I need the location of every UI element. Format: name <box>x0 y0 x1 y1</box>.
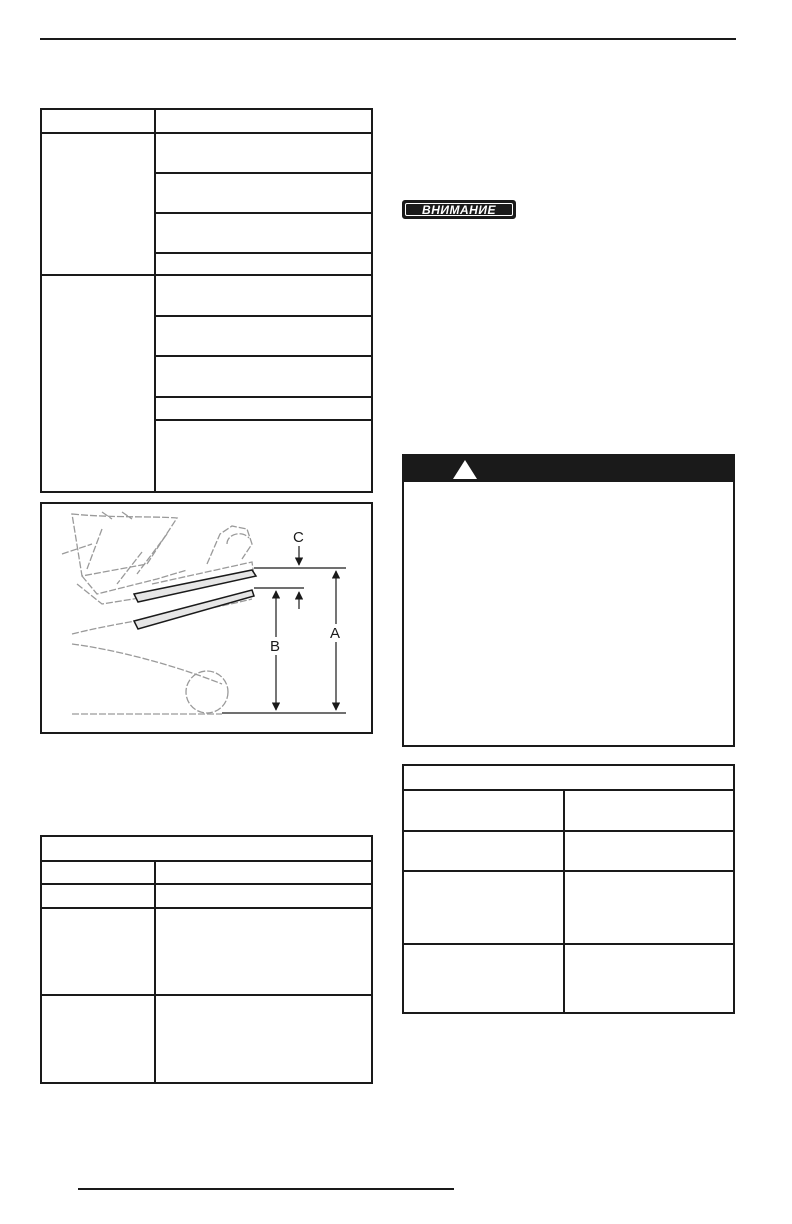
spec-table-1-row-line <box>154 419 371 421</box>
spec-table-1-row-line <box>154 252 371 254</box>
spec-table-3-divider <box>563 789 565 1012</box>
spec-table-1-header-line <box>42 132 371 134</box>
notice-badge-label: ВНИМАНИЕ <box>405 203 513 216</box>
spec-table-2-title-line <box>42 860 371 862</box>
runner-bars <box>134 570 256 629</box>
suspension-figure <box>40 502 373 734</box>
spec-table-3-row-line <box>404 830 733 832</box>
spec-table-2 <box>40 835 373 1084</box>
warning-triangle-icon <box>452 459 478 480</box>
spec-table-1-row-line <box>154 315 371 317</box>
spec-table-3-row-line <box>404 943 733 945</box>
spec-table-1-row-line <box>154 172 371 174</box>
spec-table-2-row-line <box>42 907 371 909</box>
warning-header <box>404 456 733 482</box>
spec-table-1-divider <box>154 110 156 491</box>
spec-table-3-title-line <box>404 789 733 791</box>
spec-table-1 <box>40 108 373 493</box>
suspension-illustration <box>42 504 371 732</box>
spec-table-1-row-line <box>154 212 371 214</box>
header-rule <box>40 38 736 40</box>
spec-table-3-row-line <box>404 870 733 872</box>
spec-table-2-divider <box>154 860 156 1082</box>
spec-table-2-header-line <box>42 883 371 885</box>
dimension-label-b: B <box>270 638 281 655</box>
spec-table-1-row-line <box>154 396 371 398</box>
dimension-label-a: A <box>330 625 341 642</box>
spec-table-3 <box>402 764 735 1014</box>
spec-table-1-group-line <box>42 274 371 276</box>
warning-box <box>402 454 735 747</box>
spec-table-2-row-line <box>42 994 371 996</box>
spec-table-1-row-line <box>154 355 371 357</box>
notice-badge <box>402 200 516 219</box>
footer-rule <box>78 1188 454 1190</box>
vehicle-outline <box>62 512 254 714</box>
dimension-label-c: C <box>293 529 304 546</box>
